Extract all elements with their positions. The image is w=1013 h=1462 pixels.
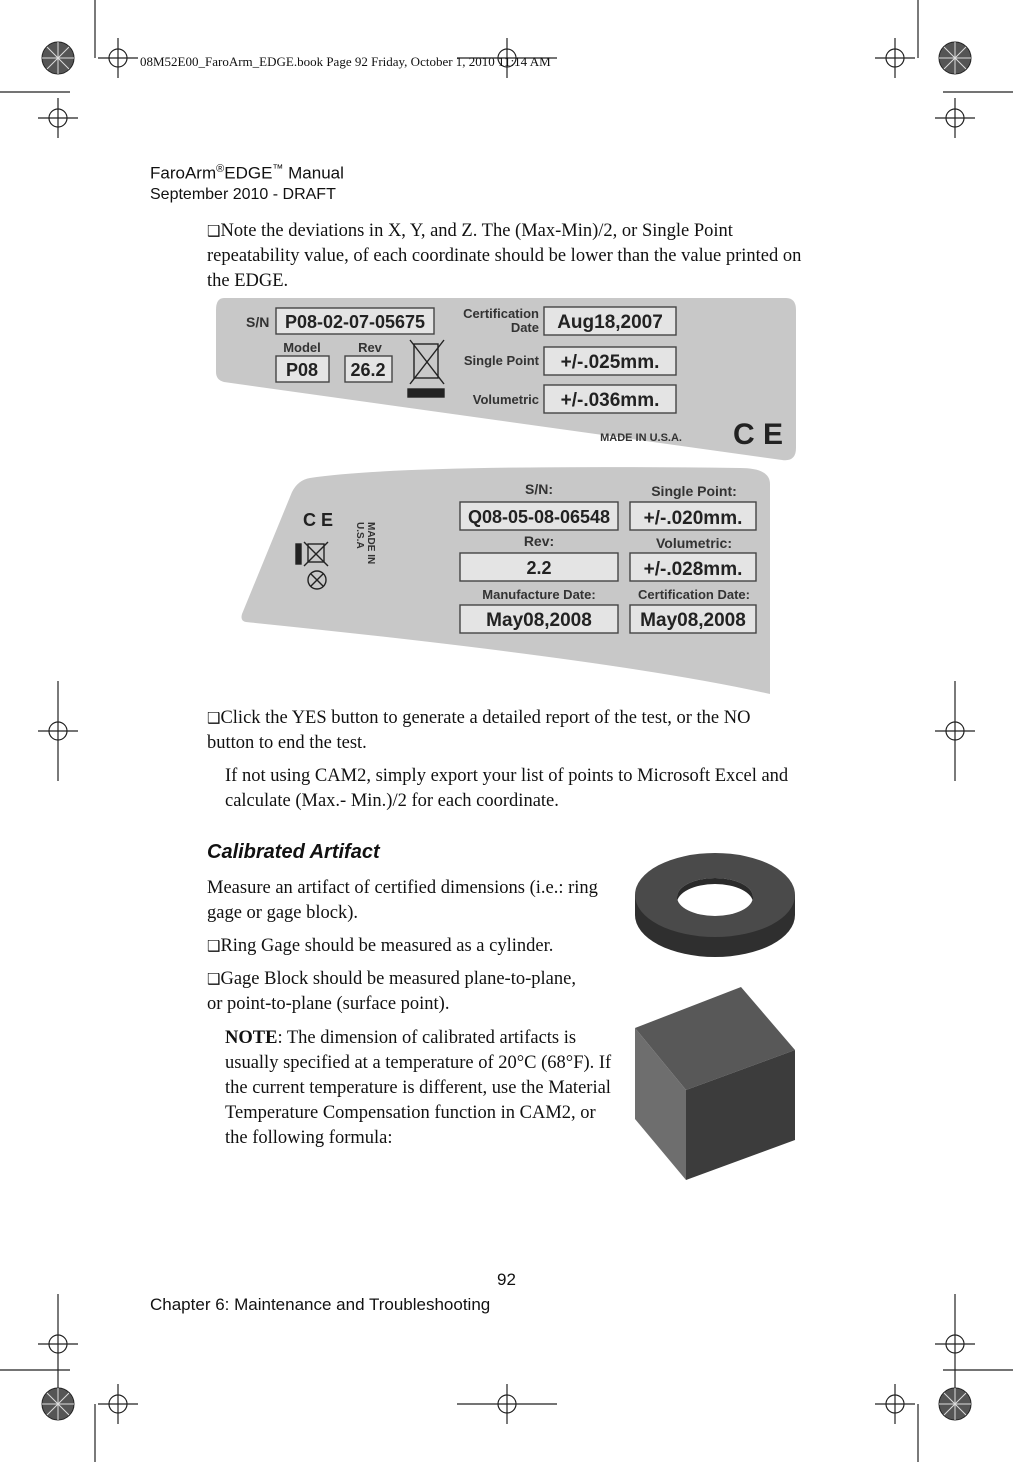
title-mid: EDGE [224,163,273,183]
note-text: : The dimension of calibrated artifacts is usually specified at a temperature of 20°C (68°F). If the current temperature is different, use the Material Temperature Compensation function in CAM2, or the following formula: [225,1028,612,1148]
l2-rev-value: 2.2 [526,558,552,578]
l2-mfg-label: Manufacture Date: [482,587,596,602]
l1-volumetric-value: +/-.036mm. [560,390,660,411]
chapter-title: Chapter 6: Maintenance and Troubleshooting [150,1295,491,1314]
l2-cert-date: May08,2008 [640,610,746,631]
step-ring-gage [207,934,627,959]
checkbox-icon: ❑ [207,970,221,988]
l2-volumetric-value: +/-.028mm. [643,559,743,580]
step-gage-block-text: Gage Block should be measured plane-to-plane, or point-to-plane (surface point). [207,969,576,1014]
step-note-deviations-text: Note the deviations in X, Y, and Z. The (Max-Min)/2, or Single Point repeatability value, of each coordinate should be lower than the value printed on the EDGE. [207,221,802,291]
l1-single-point-label: Single Point [463,353,539,368]
title-pre: FaroArm [150,163,217,183]
l2-sn-label: S/N: [525,481,553,497]
gage-block-illustration [630,984,800,1184]
manual-title [150,163,344,184]
l2-made-in-2: U.S.A [354,522,365,549]
l1-sn-label: S/N [246,314,270,330]
l1-single-point-value: +/-.025mm. [560,352,660,373]
checkbox-icon: ❑ [207,937,221,955]
l2-made-in-1: MADE IN [365,522,376,565]
l1-volumetric-label: Volumetric [472,392,539,407]
l2-single-point-label: Single Point: [651,483,737,499]
artifact-intro: Measure an artifact of certified dimensions (i.e.: ring gage or gage block). [207,878,598,923]
note-label: NOTE [225,1028,278,1048]
l2-cert-label: Certification Date: [638,587,750,602]
l1-ce-mark: C E [732,418,784,451]
l2-single-point-value: +/-.020mm. [643,508,743,529]
l1-model-value: P08 [285,360,319,380]
step-click-yes-text: Click the YES button to generate a detailed report of the test, or the NO button to end the test. [207,708,751,753]
ring-gage-illustration [630,850,800,960]
l1-cert-label-1: Certification [463,306,539,321]
l1-model-label: Model [283,340,321,355]
step-ring-gage-text: Ring Gage should be measured as a cylinder. [220,936,554,956]
l1-made-in: MADE IN U.S.A. [600,432,682,444]
l1-sn-value: P08-02-07-05675 [284,312,426,332]
checkbox-icon: ❑ [207,222,221,240]
manual-subtitle: September 2010 - DRAFT [150,186,336,203]
l1-cert-date: Aug18,2007 [557,312,663,333]
l2-volumetric-label: Volumetric: [656,535,732,551]
book-info-line: 08M52E00_FaroArm_EDGE.book Page 92 Friday, October 1, 2010 11:14 AM [140,54,551,69]
cam2-export-note: If not using CAM2, simply export your list of points to Microsoft Excel and calculate (Max.- Min.)/2 for each coordinate. [225,766,789,811]
page-number: 92 [497,1270,516,1289]
step-click-yes [207,706,787,756]
l1-cert-label-2: Date [510,320,539,335]
temperature-note [225,1026,620,1151]
l2-rev-label: Rev: [523,533,555,549]
checkbox-icon: ❑ [207,709,221,727]
l2-mfg-date: May08,2008 [486,610,592,631]
l1-rev-value: 26.2 [350,360,386,380]
step-note-deviations [207,219,807,294]
edge-serial-label-1 [210,296,800,466]
l2-ce-mark: C E [302,510,334,530]
registered-mark: ® [216,163,225,175]
step-gage-block [207,967,582,1017]
trademark-mark: ™ [272,163,284,175]
edge-serial-label-2 [240,464,775,696]
section-title: Calibrated Artifact [207,841,380,863]
l1-rev-label: Rev [358,340,382,355]
title-post: Manual [283,163,344,183]
l2-sn-value: Q08-05-08-06548 [467,507,611,527]
